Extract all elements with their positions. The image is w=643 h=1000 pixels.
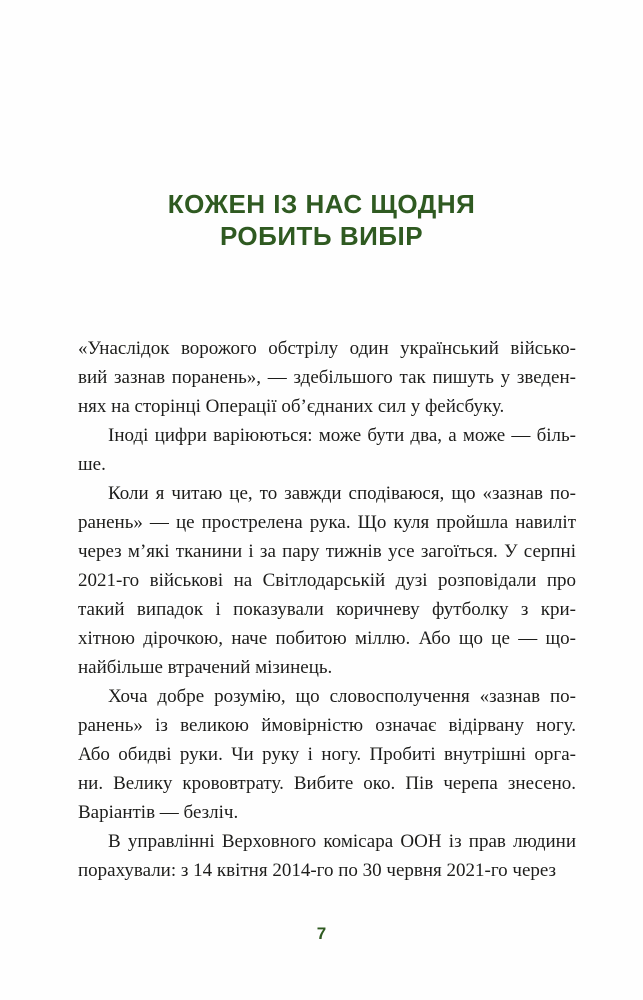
text-line: нях на сторінці Операції об’єднаних сил у фейсбуку.	[78, 396, 505, 417]
page-number: 7	[316, 924, 327, 943]
paragraph	[78, 334, 576, 421]
text-line: Або обидві руки. Чи руку і ногу. Пробиті внутрішні орга-	[78, 744, 576, 765]
text-line: 2021-го військові на Світлодарській дузі розповідали про	[78, 570, 576, 591]
text-line: В управлінні Верховного комісара ООН із прав людини	[108, 831, 576, 852]
text-line: ранень» із великою ймовірністю означає відірвану ногу.	[78, 715, 576, 736]
text-line: хітною дірочкою, наче побитою міллю. Або що це — що-	[78, 628, 576, 649]
text-line: такий випадок і показували коричневу футболку з кри-	[78, 599, 576, 620]
text-line: найбільше втрачений мізинець.	[78, 657, 333, 678]
paragraph	[78, 682, 576, 827]
text-line: ранень» — це прострелена рука. Що куля пройшла навиліт	[78, 512, 576, 533]
paragraph	[78, 479, 576, 682]
text-line: Іноді цифри варіюються: може бути два, а може — біль-	[108, 425, 576, 446]
paragraph	[78, 421, 576, 479]
text-line: вий зазнав поранень», — здебільшого так пишуть у зведен-	[78, 367, 576, 388]
text-line: «Унаслідок ворожого обстрілу один український військо-	[78, 338, 576, 359]
text-line: Варіантів — безліч.	[78, 802, 239, 823]
paragraph	[78, 827, 576, 885]
text-line: Хоча добре розумію, що словосполучення «зазнав по-	[108, 686, 576, 707]
body-text	[78, 334, 576, 885]
chapter-title-line-2: РОБИТЬ ВИБІР	[219, 221, 424, 251]
chapter-title	[0, 188, 643, 252]
text-line: ни. Велику крововтрату. Вибите око. Пів черепа знесено.	[78, 773, 576, 794]
text-line: Коли я читаю це, то завжди сподіваюся, що «зазнав по-	[108, 483, 576, 504]
text-line: порахували: з 14 квітня 2014-го по 30 червня 2021-го через	[78, 860, 557, 881]
chapter-title-line-1: КОЖЕН ІЗ НАС ЩОДНЯ	[167, 189, 476, 219]
text-line: через м’які тканини і за пару тижнів усе загоїться. У серпні	[78, 541, 576, 562]
text-line: ше.	[78, 454, 106, 475]
